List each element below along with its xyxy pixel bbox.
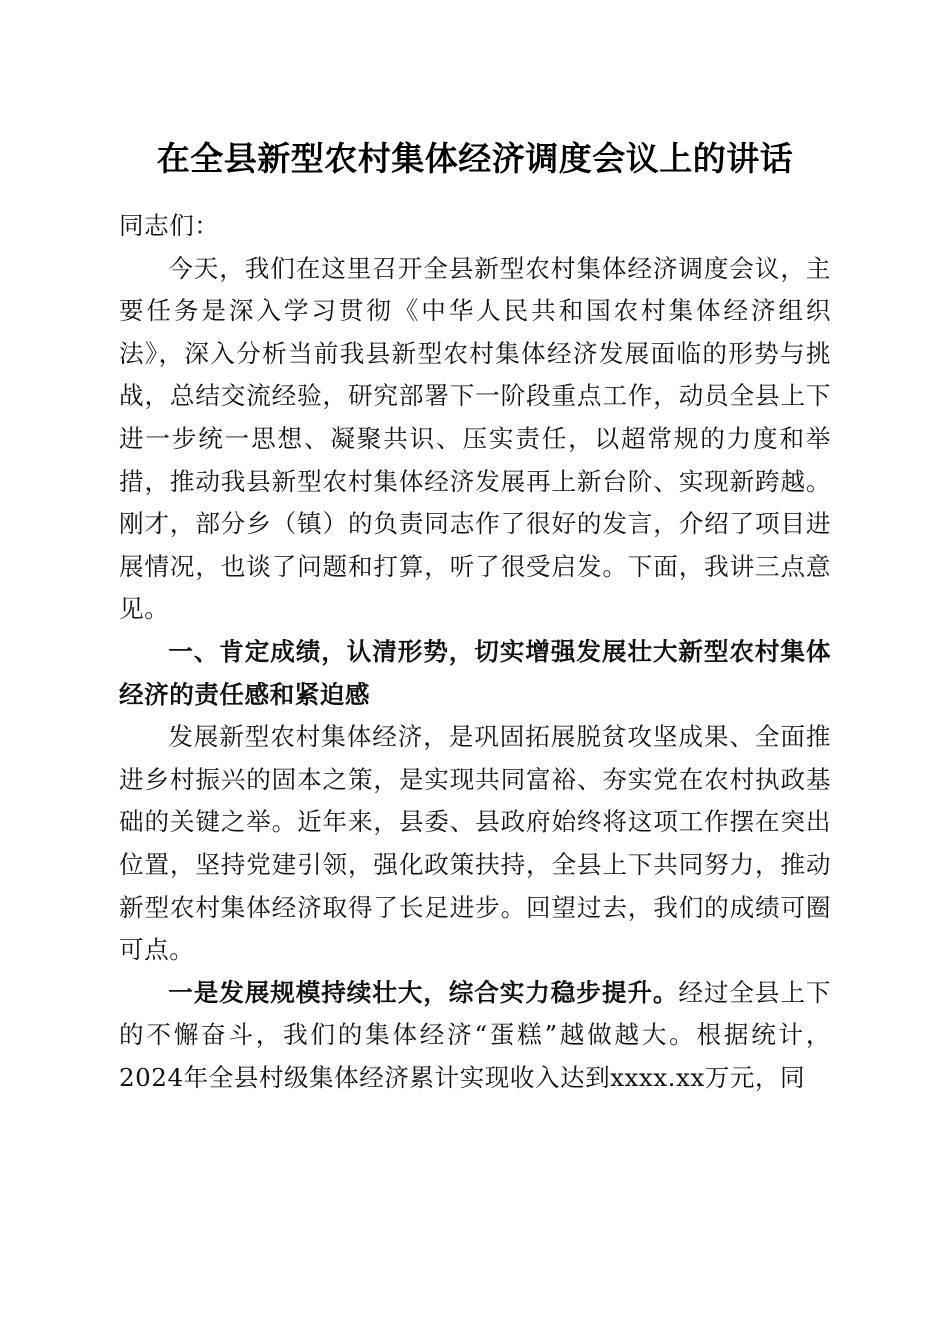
point-1-paragraph: [119, 972, 831, 1100]
intro-paragraph: 今天，我们在这里召开全县新型农村集体经济调度会议，主要任务是深入学习贯彻《中华人民共和国农村集体经济组织法》，深入分析当前我县新型农村集体经济发展面临的形势与挑战，总结交流经验，研究部署下一阶段重点工作，动员全县上下进一步统一思想、凝聚共识、压实责任，以超常规的力度和举措，推动我县新型农村集体经济发展再上新台阶、实现新跨越。刚才，部分乡（镇）的负责同志作了很好的发言，介绍了项目进展情况，也谈了问题和打算，听了很受启发。下面，我讲三点意见。: [119, 253, 831, 624]
point-1-text: 经过全县上下的不懈奋斗，我们的集体经济“蛋糕”越做越大。根据统计，2024年全县村级集体经济累计实现收入达到xxxx.xx万元，同: [119, 977, 831, 1092]
salutation: 同志们：: [119, 211, 220, 240]
section-1-paragraph: 发展新型农村集体经济，是巩固拓展脱贫攻坚成果、全面推进乡村振兴的固本之策，是实现共同富裕、夯实党在农村执政基础的关键之举。近年来，县委、县政府始终将这项工作摆在突出位置，坚持党建引领，强化政策扶持，全县上下共同努力，推动新型农村集体经济取得了长足进步。回望过去，我们的成绩可圈可点。: [119, 722, 831, 965]
document-title: 在全县新型农村集体经济调度会议上的讲话: [156, 139, 794, 178]
document-body: [119, 205, 831, 1099]
section-heading-1: 一、肯定成绩，认清形势，切实增强发展壮大新型农村集体经济的责任感和紧迫感: [119, 636, 831, 709]
point-1-lead: 一是发展规模持续壮大，综合实力稳步提升。: [168, 977, 679, 1007]
